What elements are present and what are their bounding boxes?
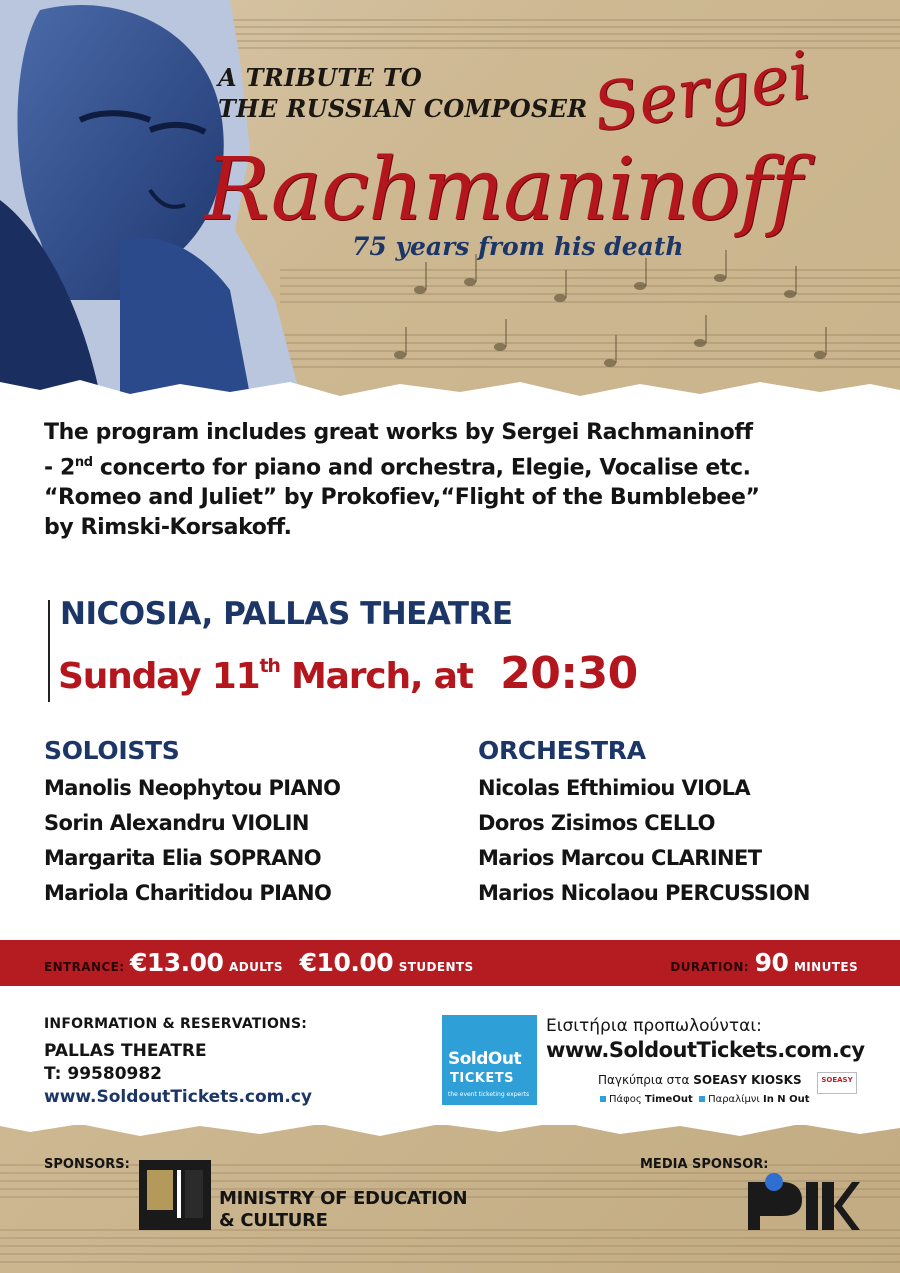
entrance-label: ENTRANCE: [44,960,125,974]
performer: Marios Marcou CLARINET [478,846,762,870]
program-text: concerto for piano and orchestra, Elegie, Vocalise etc. [92,455,751,481]
program-line: “Romeo and Juliet” by Prokofiev,“Flight of the Bumblebee” [44,485,760,511]
venue-name: NICOSIA, PALLAS THEATRE [60,596,513,632]
info-reservations [44,1016,312,1109]
info-title: INFORMATION & RESERVATIONS: [44,1016,308,1032]
orchestra-column [478,736,810,911]
info-phone[interactable]: T: 99580982 [44,1064,163,1084]
tribute-line-1: A TRIBUTE TO [218,63,423,92]
presale-info [546,1016,865,1062]
sponsors-label: SPONSORS: [44,1157,130,1172]
adult-price: €13.00 [129,948,224,977]
adult-label: ADULTS [229,960,283,974]
outlet-city: Παραλίμνι [708,1094,763,1105]
outlets-info [600,1094,810,1105]
info-website-link[interactable]: www.SoldoutTickets.com.cy [44,1087,312,1107]
program-line [44,448,894,483]
venue-divider [48,600,50,702]
duration-unit: MINUTES [793,960,858,974]
soeasy-logo: SOEASY [817,1072,857,1094]
program-line: by Rimski-Korsakoff. [44,515,292,541]
duration-label: DURATION: [670,960,750,974]
soloists-column [44,736,340,911]
ministry-logo [139,1160,211,1230]
orchestra-title: ORCHESTRA [478,736,646,765]
price-band [0,940,900,986]
bullet-square-icon [699,1096,705,1102]
kiosk-text: Παγκύπρια στα [598,1073,694,1087]
bullet-square-icon [600,1096,606,1102]
presale-url-link[interactable]: www.SoldoutTickets.com.cy [546,1038,865,1062]
entrance-prices [44,948,474,977]
duration-value: 90 [754,948,789,977]
event-date-suffix: th [259,655,280,677]
performer: Manolis Neophytou PIANO [44,776,341,800]
ordinal-suffix: nd [74,455,93,470]
event-date-number: 11 [211,656,260,697]
kiosk-name: SOEASY KIOSKS [693,1073,802,1087]
ministry-line: & CULTURE [219,1210,328,1231]
performer: Marios Nicolaou PERCUSSION [478,881,810,905]
kiosk-info [598,1073,802,1087]
tribute-line-2: THE RUSSIAN COMPOSER [218,94,588,123]
ministry-name [219,1188,467,1232]
outlet-name: In N Out [762,1094,810,1105]
program-text: - 2 [44,455,75,481]
composer-last-name: Rachmaninoff [205,140,802,240]
student-price: €10.00 [299,948,394,977]
info-venue: PALLAS THEATRE [44,1041,207,1061]
event-day: Sunday [58,656,201,697]
header-banner [0,0,900,405]
anniversary-subtitle: 75 years from his death [352,232,684,261]
performer: Mariola Charitidou PIANO [44,881,332,905]
program-description [44,418,894,543]
torn-paper-edge-footer [0,1112,900,1142]
rik-logo [748,1168,860,1232]
presale-label: Εισιτήρια προπωλούνται: [546,1016,762,1036]
performer: Sorin Alexandru VIOLIN [44,811,309,835]
soldout-tickets-logo [442,1015,537,1105]
outlet-city: Πάφος [609,1094,645,1105]
duration [670,948,858,977]
event-date [58,648,638,699]
performer: Nicolas Efthimiou VIOLA [478,776,751,800]
performer: Margarita Elia SOPRANO [44,846,321,870]
ministry-line: MINISTRY OF EDUCATION [219,1188,468,1209]
logo-sub-text: TICKETS [450,1071,514,1086]
logo-tagline: the event ticketing experts [448,1091,530,1098]
tribute-heading [218,62,587,124]
student-label: STUDENTS [398,960,474,974]
event-time: 20:30 [500,648,638,699]
program-line: The program includes great works by Sergei Rachmaninoff [44,420,753,445]
composer-first-name: Sergei [587,36,816,147]
media-sponsor-label: MEDIA SPONSOR: [640,1157,769,1172]
soloists-title: SOLOISTS [44,736,180,765]
event-month: March, at [291,656,473,697]
outlet-name: TimeOut [644,1094,693,1105]
logo-main-text: SoldOut [448,1049,522,1069]
performer: Doros Zisimos CELLO [478,811,715,835]
torn-paper-edge [0,372,900,412]
